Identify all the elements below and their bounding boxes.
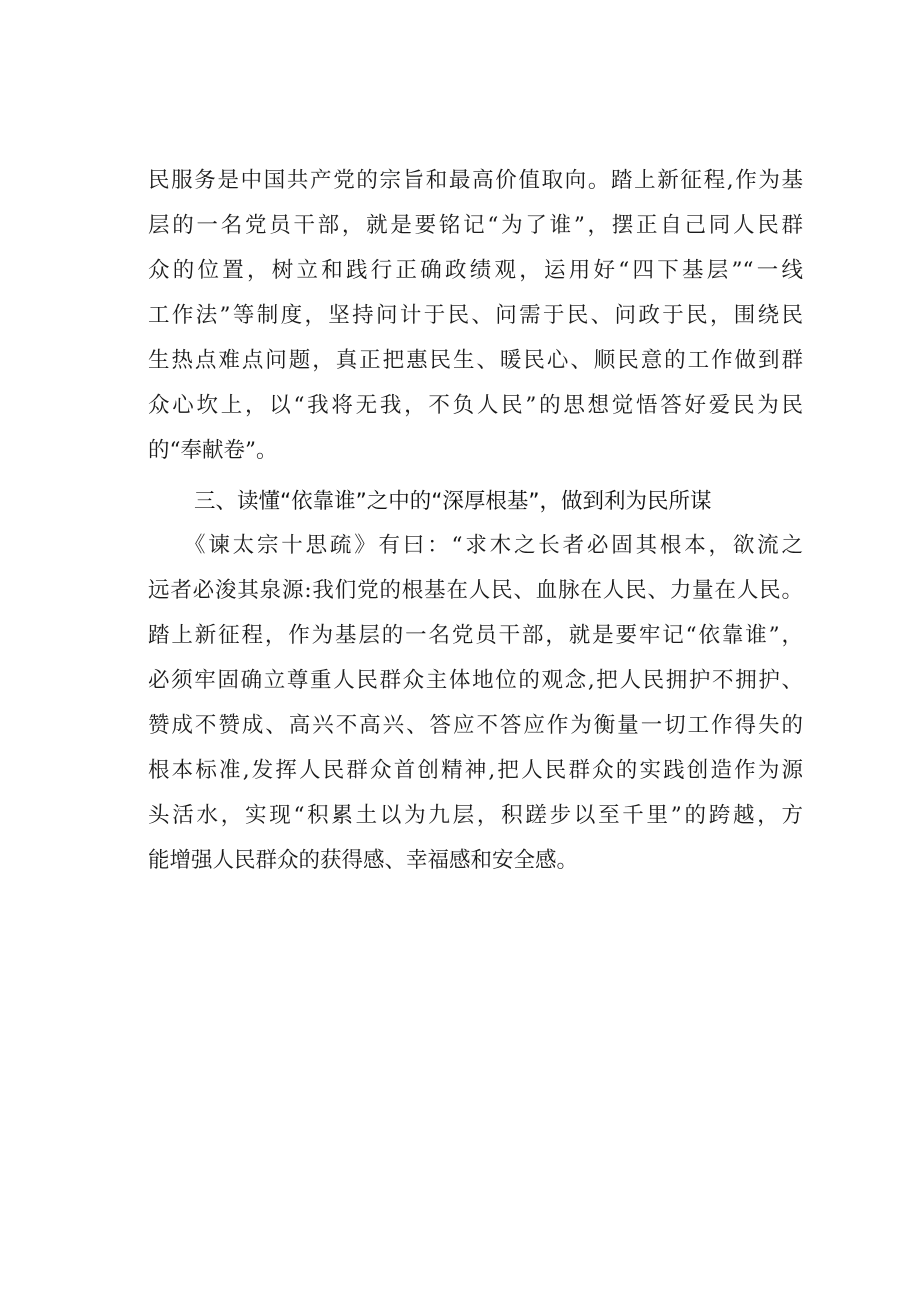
text-line: 众的位置，树立和践行正确政绩观，运用好“四下基层”“一线 bbox=[148, 258, 803, 283]
text-line: 踏上新征程，作为基层的一名党员干部，就是要牢记“依靠谁”， bbox=[148, 623, 803, 648]
text-line: 根本标准,发挥人民群众首创精神,把人民群众的实践创造作为源 bbox=[148, 758, 803, 783]
paragraph-service bbox=[148, 158, 803, 473]
document-page bbox=[148, 158, 803, 883]
text-line: 民服务是中国共产党的宗旨和最高价值取向。踏上新征程,作为基 bbox=[148, 168, 803, 193]
paragraph-reliance bbox=[148, 523, 803, 883]
text-line: 生热点难点问题，真正把惠民生、暖民心、顺民意的工作做到群 bbox=[148, 348, 803, 373]
text-line: 必须牢固确立尊重人民群众主体地位的观念,把人民拥护不拥护、 bbox=[148, 668, 803, 693]
text-line: 的“奉献卷”。 bbox=[148, 438, 278, 463]
text-line: 能增强人民群众的获得感、幸福感和安全感。 bbox=[148, 848, 579, 873]
text-line: 众心坎上，以“我将无我，不负人民”的思想觉悟答好爱民为民 bbox=[148, 393, 803, 418]
text-line: 《谏太宗十思疏》有曰：“求木之长者必固其根本，欲流之 bbox=[184, 533, 803, 558]
text-line: 远者必浚其泉源:我们党的根基在人民、血脉在人民、力量在人民。 bbox=[148, 578, 803, 603]
text-line: 层的一名党员干部，就是要铭记“为了谁”，摆正自己同人民群 bbox=[148, 213, 803, 238]
section-heading: 三、读懂“依靠谁”之中的“深厚根基”，做到利为民所谋 bbox=[194, 489, 712, 514]
text-line: 赞成不赞成、高兴不高兴、答应不答应作为衡量一切工作得失的 bbox=[148, 713, 803, 738]
text-line: 工作法”等制度，坚持问计于民、问需于民、问政于民，围绕民 bbox=[148, 303, 803, 328]
text-line: 头活水，实现“积累土以为九层，积蹉步以至千里”的跨越，方 bbox=[148, 803, 803, 828]
